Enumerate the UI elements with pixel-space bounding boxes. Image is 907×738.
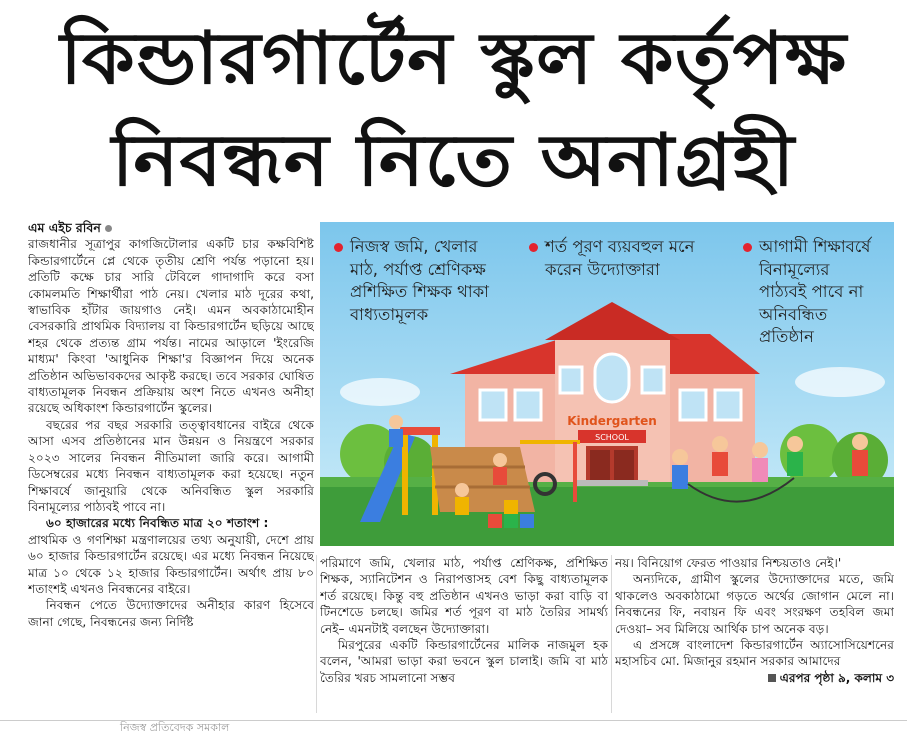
subheading: ৬০ হাজারের মধ্যে নিবন্ধিত মাত্র ২০ শতাংশ :: [46, 516, 269, 531]
paragraph: পরিমাণে জমি, খেলার মাঠ, পর্যাপ্ত শ্রেণিকক্ষ, প্রশিক্ষিত শিক্ষক, স্যানিটেশন ও নিরাপত্তাসহ বেশ কিছু বাধ্যতামূলক শর্ত রয়েছে। কিন্তু বহু প্রতিষ্ঠান এখনও ভাড়া করা বাড়ি বা টিনশেডে চলছে। জমির শর্ত পূরণ বা মাঠ তৈরির সামর্থ্য নেই– এমনটাই বলছেন উদ্যোক্তারা।: [320, 556, 608, 636]
paragraph: বছরের পর বছর সরকারি তত্ত্বাবধানের বাইরে থেকে আসা এসব প্রতিষ্ঠানের মান উন্নয়ন ও নিয়ন্ত্রণে সরকার ২০২৩ সালের নিবন্ধন নীতিমালা জারি করে। আগামী ডিসেম্বরের মধ্যে নিবন্ধন বাধ্যতামূলক করা হয়েছে। নতুন শিক্ষাবর্ষে জানুয়ারি থেকে অনিবন্ধিত স্কুল সরকারি বিনামূল্যের পাঠ্যবই পাবে না।: [28, 417, 314, 514]
paragraph: নয়। বিনিয়োগ ফেরত পাওয়ার নিশ্চয়তাও নেই।': [615, 556, 842, 570]
headline-line-1: কিন্ডারগার্টেন স্কুল কর্তৃপক্ষ: [60, 16, 847, 100]
headline-line-2: নিবন্ধন নিতে অনাগ্রহী: [111, 118, 796, 202]
footer-strip: [0, 720, 907, 732]
paragraph: অন্যদিকে, গ্রামীণ স্কুলের উদ্যোক্তাদের মতে, জমি থাকলেও অবকাঠামো গড়তে অর্থের জোগান মেলে না। নিবন্ধনের ফি, নবায়ন ফি এবং সংরক্ষণ তহবিল জমা দেওয়া– সব মিলিয়ে আর্থিক চাপ অনেক বড়।: [615, 572, 894, 636]
red-bullet-icon: [529, 243, 538, 252]
byline-dot-icon: [105, 225, 112, 232]
sign-subtext: SCHOOL: [595, 433, 629, 442]
callout-textbook: আগামী শিক্ষাবর্ষে বিনামূল্যের পাঠ্যবই পাবে না অনিবন্ধিত প্রতিষ্ঠান: [759, 236, 879, 349]
paragraph: মিরপুরের একটি কিন্ডারগার্টেনের মালিক নাজমুল হক বলেন, 'আমরা ভাড়া করা ভবনে স্কুল চালাই। জমি বা মাঠ তৈরির খরচ সামলানো সম্ভব: [320, 638, 608, 685]
sign-text: Kindergarten: [567, 414, 657, 428]
paragraph: নিবন্ধন পেতে উদ্যোক্তাদের অনীহার কারণ হিসেবে জানা গেছে, নিবন্ধনের জন্য নির্দিষ্ট: [28, 598, 314, 629]
column-divider: [611, 555, 612, 713]
article-column-3: [615, 555, 894, 715]
paragraph: এ প্রসঙ্গে বাংলাদেশ কিন্ডারগার্টেন অ্যাসোসিয়েশনের মহাসচিব মো. মিজানুর রহমান সরকার আমাদের: [615, 638, 894, 669]
column-divider: [316, 555, 317, 713]
callout-requirements: নিজস্ব জমি, খেলার মাঠ, পর্যাপ্ত শ্রেণিকক্ষ প্রশিক্ষিত শিক্ষক থাকা বাধ্যতামূলক: [350, 236, 510, 326]
article-column-2: [320, 555, 608, 715]
paragraph: প্রাথমিক ও গণশিক্ষা মন্ত্রণালয়ের তথ্য অনুযায়ী, দেশে প্রায় ৬০ হাজার কিন্ডারগার্টেন রয়েছে। এর মধ্যে নিবন্ধন নিয়েছে মাত্র ১০ থেকে ১২ হাজার কিন্ডারগার্টেন। অর্থাৎ প্রায় ৮০ শতাংশই এখনও নিবন্ধনের বাইরে।: [28, 532, 314, 596]
continuation-reference[interactable]: এরপর পৃষ্ঠা ৯, কলাম ৩: [615, 670, 894, 686]
square-bullet-icon: [768, 674, 776, 682]
article-column-1: [28, 220, 314, 713]
byline: এম এইচ রবিন: [28, 220, 314, 236]
footer-text: নিজস্ব প্রতিবেদক সমকাল: [120, 721, 230, 734]
paragraph: রাজধানীর সূত্রাপুর কাগজিটোলার একটি চার কক্ষবিশিষ্ট কিন্ডারগার্টেনে প্লে থেকে তৃতীয় শ্রেণি পর্যন্ত পড়ানো হয়। প্রতিটি কক্ষে চার সারি টেবিলে গাদাগাদি করে বসা কোমলমতি শিক্ষার্থীরা পাঠ নেয়। খেলার মাঠ দূরের কথা, স্বাভাবিক হাঁটার জায়গাও নেই। এমন অবকাঠামোহীন বেসরকারি প্রাথমিক বিদ্যালয় বা কিন্ডারগার্টেন ছড়িয়ে আছে শহর থেকে প্রত্যন্ত গ্রাম পর্যন্ত। নামের আড়ালে 'ইংরেজি মাধ্যম' কিংবা 'আধুনিক শিক্ষা'র বিজ্ঞাপন দিয়ে অনেক প্রতিষ্ঠান অভিভাবকদের আকৃষ্ট করছে। তবে সরকার ঘোষিত বাধ্যতামূলক নিবন্ধন প্রক্রিয়ায় অংশ নিতে এখনও অনীহা রয়েছে অধিকাংশ কিন্ডারগার্টেন স্কুলের।: [28, 237, 314, 416]
red-bullet-icon: [334, 243, 343, 252]
callout-cost: শর্ত পূরণ ব্যয়বহুল মনে করেন উদ্যোক্তারা: [545, 236, 715, 281]
red-bullet-icon: [743, 243, 752, 252]
